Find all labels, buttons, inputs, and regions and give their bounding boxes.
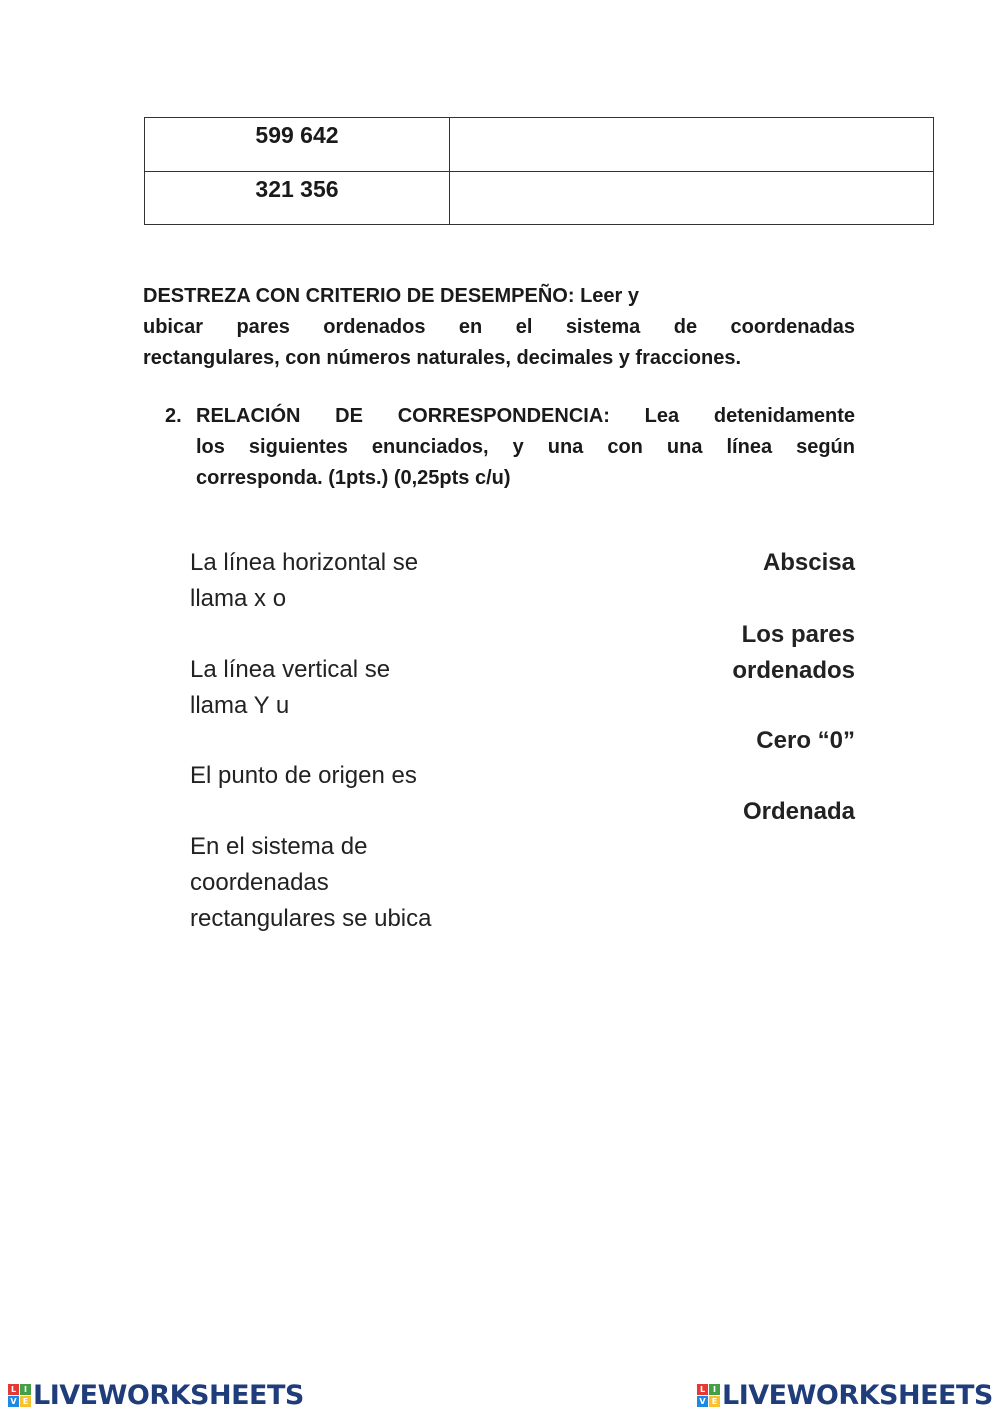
logo-letter: V	[697, 1396, 708, 1407]
answer-line: Abscisa	[762, 549, 855, 576]
answer-cell[interactable]	[450, 172, 934, 225]
table-row	[145, 118, 934, 172]
statement-line: llama Y u	[190, 692, 290, 719]
numbers-table	[144, 117, 934, 225]
answer-cero[interactable]	[595, 723, 855, 759]
answer-line: Los pares	[741, 621, 855, 648]
destreza-line-2: ubicar pares ordenados en el sistema de coordenadas	[143, 316, 855, 338]
logo-letter: L	[8, 1384, 19, 1395]
instruction-line-2: los siguientes enunciados, y una con una línea según	[196, 436, 855, 458]
statement-line: llama x o	[190, 585, 287, 612]
logo-letter: V	[8, 1396, 19, 1407]
number-cell: 321 356	[145, 172, 450, 225]
logo-mark-icon	[697, 1384, 720, 1407]
answer-line: Cero “0”	[756, 727, 855, 754]
logo-letter: I	[709, 1384, 720, 1395]
answer-ordenada[interactable]	[595, 794, 855, 830]
logo-letter: I	[20, 1384, 31, 1395]
instruction-item	[165, 401, 855, 494]
statement-line: rectangulares se ubica	[190, 905, 432, 932]
answer-pares-ordenados[interactable]	[595, 617, 855, 689]
statement-vertical[interactable]	[190, 652, 490, 724]
liveworksheets-logo-left	[8, 1378, 304, 1412]
statement-horizontal[interactable]	[190, 545, 490, 617]
logo-mark-icon	[8, 1384, 31, 1407]
instruction-number: 2.	[165, 405, 182, 427]
statement-line: En el sistema de	[190, 833, 368, 860]
answer-line: Ordenada	[742, 798, 855, 825]
destreza-line-3: rectangulares, con números naturales, decimales y fracciones.	[143, 347, 742, 369]
liveworksheets-logo-right	[697, 1378, 993, 1412]
number-cell: 599 642	[145, 118, 450, 172]
logo-text: LIVEWORKSHEETS	[33, 1379, 304, 1411]
answer-line: ordenados	[732, 657, 855, 684]
statement-origin[interactable]	[190, 758, 490, 794]
statement-line: coordenadas	[190, 869, 329, 896]
logo-letter: E	[709, 1396, 720, 1407]
statement-line: La línea horizontal se	[190, 549, 419, 576]
logo-text: LIVEWORKSHEETS	[722, 1379, 993, 1411]
logo-letter: L	[697, 1384, 708, 1395]
instruction-line-3: corresponda. (1pts.) (0,25pts c/u)	[196, 467, 511, 489]
answer-abscisa[interactable]	[595, 545, 855, 581]
destreza-paragraph	[143, 281, 855, 374]
logo-letter: E	[20, 1396, 31, 1407]
answer-cell[interactable]	[450, 118, 934, 172]
statement-system[interactable]	[190, 829, 490, 937]
destreza-line-1: DESTREZA CON CRITERIO DE DESEMPEÑO: Leer y	[143, 285, 639, 307]
table-row	[145, 172, 934, 225]
instruction-line-1: RELACIÓN DE CORRESPONDENCIA: Lea detenidamente	[196, 405, 855, 427]
statement-line: El punto de origen es	[190, 762, 417, 789]
statement-line: La línea vertical se	[190, 656, 391, 683]
